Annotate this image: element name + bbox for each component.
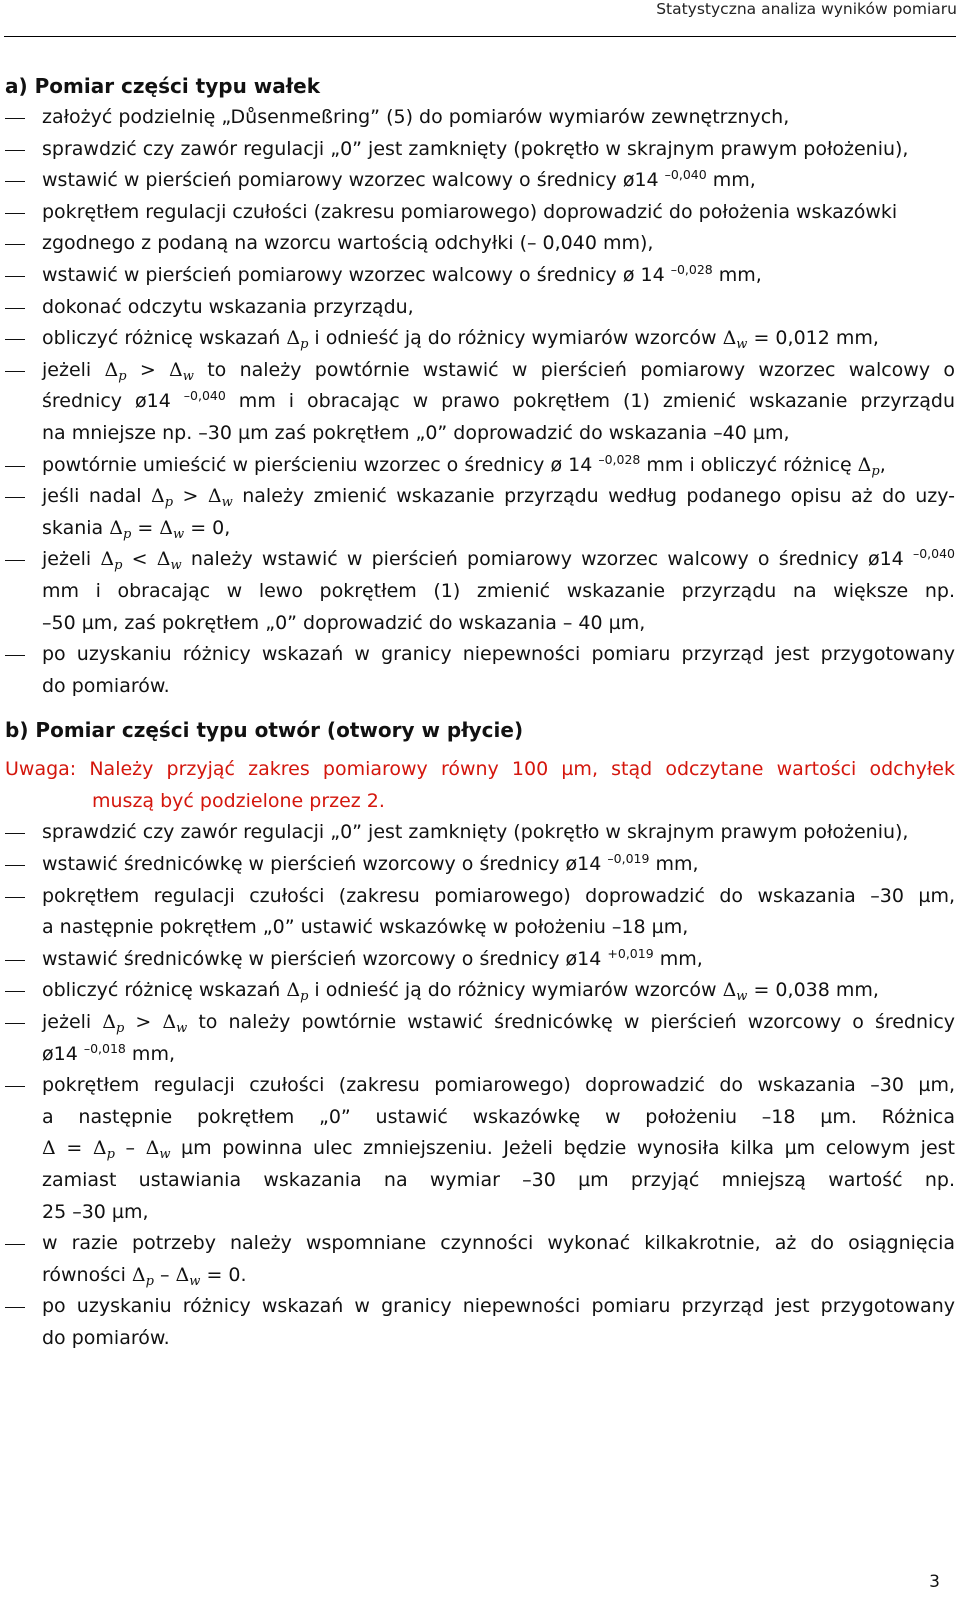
list-item	[5, 260, 955, 292]
item-line: do pomiarów.	[42, 1326, 170, 1349]
item-line: obliczyć różnicę wskazań $\Delta_p$ i odnieść ją do różnicy wymiarów wzorców $\Delta_w = 0,012$ mm,	[42, 327, 879, 353]
list-item	[5, 165, 955, 197]
item-line: 25 –30 µm,	[42, 1200, 149, 1223]
item-line: pokrętłem regulacji czułości (zakresu pomiarowego) doprowadzić do położenia wskazówki	[42, 200, 898, 223]
list-item	[5, 292, 955, 324]
item-line: obliczyć różnicę wskazań $\Delta_p$ i odnieść ją do różnicy wymiarów wzorców $\Delta_w = 0,038$ mm,	[42, 979, 879, 1005]
item-line: równości $\Delta_p - \Delta_w = 0$.	[42, 1263, 247, 1289]
item-line: jeśli nadal $\Delta_p > \Delta_w$ należy zmienić wskazanie przyrządu według podanego opisu aż do uzy-	[42, 485, 956, 511]
item-line: założyć podzielnię „Důsenmeßring” (5) do pomiarów wymiarów zewnętrznych,	[42, 106, 790, 128]
dash-bullet-icon	[5, 1307, 25, 1308]
dash-bullet-icon	[5, 991, 25, 992]
dash-bullet-icon	[5, 118, 25, 119]
item-line: $\Delta = \Delta_p - \Delta_w$ µm powinna ulec zmniejszeniu. Jeżeli będzie wynosiła kilka µm celowym jest	[42, 1137, 956, 1163]
note-line: muszą być podzielone przez 2.	[92, 789, 385, 812]
item-line: wstawić w pierścień pomiarowy wzorzec walcowy o średnicy ø 14 $^{-0,028}$ mm,	[42, 261, 762, 286]
item-line: ø14 $^{-0,018}$ mm,	[42, 1040, 175, 1065]
page-number: 3	[929, 1572, 940, 1592]
dash-bullet-icon	[5, 560, 25, 561]
item-line: jeżeli $\Delta_p > \Delta_w$ to należy powtórnie wstawić średnicówkę w pierścień wzorcowy o średnicy	[42, 1011, 956, 1037]
item-line: średnicy ø14 $^{-0,040}$ mm i obracając w prawo pokrętłem (1) zmienić wskazanie przyrządu	[42, 388, 955, 413]
item-line: wstawić średnicówkę w pierścień wzorcowy o średnicy ø14 $^{+0,019}$ mm,	[42, 945, 703, 970]
item-line: w razie potrzeby należy wspomniane czynności wykonać kilkakrotnie, aż do osiągnięcia	[42, 1232, 955, 1255]
dash-bullet-icon	[5, 1023, 25, 1024]
dash-bullet-icon	[5, 865, 25, 866]
item-line: a następnie pokrętłem „0” ustawić wskazówkę w położeniu –18 µm. Różnica	[42, 1105, 955, 1128]
list-item	[5, 355, 955, 450]
list-item	[5, 228, 955, 260]
dash-bullet-icon	[5, 655, 25, 656]
dash-bullet-icon	[5, 308, 25, 309]
dash-bullet-icon	[5, 181, 25, 182]
item-line: pokrętłem regulacji czułości (zakresu pomiarowego) doprowadzić do wskazania –30 µm,	[42, 884, 955, 907]
section-b-heading: b) Pomiar części typu otwór (otwory w płycie)	[5, 718, 524, 743]
list-item	[5, 1291, 955, 1354]
running-header	[0, 0, 960, 36]
dash-bullet-icon	[5, 339, 25, 340]
item-line: po uzyskaniu różnicy wskazań w granicy niepewności pomiaru przyrząd jest przygotowany	[42, 643, 955, 666]
item-line: jeżeli $\Delta_p < \Delta_w$ należy wstawić w pierścień pomiarowy wzorzec walcowy o średnicy ø14 $^{-0,040}$	[42, 546, 956, 574]
list-item	[5, 881, 955, 944]
list-item	[5, 1070, 955, 1228]
header-rule	[4, 36, 956, 37]
item-line: po uzyskaniu różnicy wskazań w granicy niepewności pomiaru przyrząd jest przygotowany	[42, 1295, 955, 1318]
list-item	[5, 323, 955, 355]
dash-bullet-icon	[5, 1244, 25, 1245]
list-item	[5, 102, 955, 134]
item-line: wstawić w pierścień pomiarowy wzorzec walcowy o średnicy ø14 $^{-0,040}$ mm,	[42, 167, 756, 192]
warning-note	[5, 754, 955, 817]
list-item	[5, 849, 955, 881]
list-item	[5, 817, 955, 849]
list-item	[5, 197, 955, 229]
item-line: na mniejsze np. –30 µm zaś pokrętłem „0” doprowadzić do wskazania –40 µm,	[42, 421, 790, 444]
dash-bullet-icon	[5, 150, 25, 151]
list-item	[5, 544, 955, 639]
item-line: skania $\Delta_p = \Delta_w = 0$,	[42, 516, 231, 542]
list-item	[5, 450, 955, 482]
list-item	[5, 1228, 955, 1291]
document-body	[5, 70, 955, 1355]
dash-bullet-icon	[5, 833, 25, 834]
item-line: jeżeli $\Delta_p > \Delta_w$ to należy powtórnie wstawić w pierścień pomiarowy wzorzec walcowy o	[42, 358, 955, 384]
item-line: zamiast ustawiania wskazania na wymiar –30 µm przyjąć mniejszą wartość np.	[42, 1169, 955, 1191]
list-item	[5, 134, 955, 166]
dash-bullet-icon	[5, 213, 25, 214]
dash-bullet-icon	[5, 276, 25, 277]
item-line: mm i obracając w lewo pokrętłem (1) zmienić wskazanie przyrządu na większe np.	[42, 579, 955, 602]
item-line: sprawdzić czy zawór regulacji „0” jest zamknięty (pokrętło w skrajnym prawym położeniu),	[42, 137, 909, 160]
item-line: powtórnie umieścić w pierścieniu wzorzec o średnicy ø 14 $^{-0,028}$ mm i obliczyć różnicę $\Delta_p$,	[42, 451, 886, 479]
dash-bullet-icon	[5, 960, 25, 961]
item-line: wstawić średnicówkę w pierścień wzorcowy o średnicy ø14 $^{-0,019}$ mm,	[42, 851, 699, 876]
dash-bullet-icon	[5, 244, 25, 245]
item-line: dokonać odczytu wskazania przyrządu,	[42, 295, 414, 318]
section-a-heading: a) Pomiar części typu wałek	[5, 74, 321, 98]
list-item	[5, 639, 955, 702]
list-item	[5, 481, 955, 544]
list-item	[5, 1007, 955, 1070]
dash-bullet-icon	[5, 1086, 25, 1087]
dash-bullet-icon	[5, 466, 25, 467]
item-line: a następnie pokrętłem „0” ustawić wskazówkę w położeniu –18 µm,	[42, 916, 689, 939]
item-line: zgodnego z podaną na wzorcu wartością odchyłki (– 0,040 mm),	[42, 232, 654, 255]
note-line: Uwaga: Należy przyjąć zakres pomiarowy równy 100 µm, stąd odczytane wartości odchyłek	[5, 758, 955, 781]
dash-bullet-icon	[5, 897, 25, 898]
item-line: sprawdzić czy zawór regulacji „0” jest zamknięty (pokrętło w skrajnym prawym położeniu),	[42, 821, 909, 844]
section-b-list	[5, 817, 955, 1354]
dash-bullet-icon	[5, 497, 25, 498]
section-a-list	[5, 102, 955, 702]
list-item	[5, 975, 955, 1007]
dash-bullet-icon	[5, 371, 25, 372]
item-line: –50 µm, zaś pokrętłem „0” doprowadzić do wskazania – 40 µm,	[42, 611, 646, 634]
list-item	[5, 944, 955, 976]
header-title: Statystyczna analiza wyników pomiaru	[656, 0, 957, 18]
item-line: do pomiarów.	[42, 674, 170, 697]
item-line: pokrętłem regulacji czułości (zakresu pomiarowego) doprowadzić do wskazania –30 µm,	[42, 1074, 955, 1097]
